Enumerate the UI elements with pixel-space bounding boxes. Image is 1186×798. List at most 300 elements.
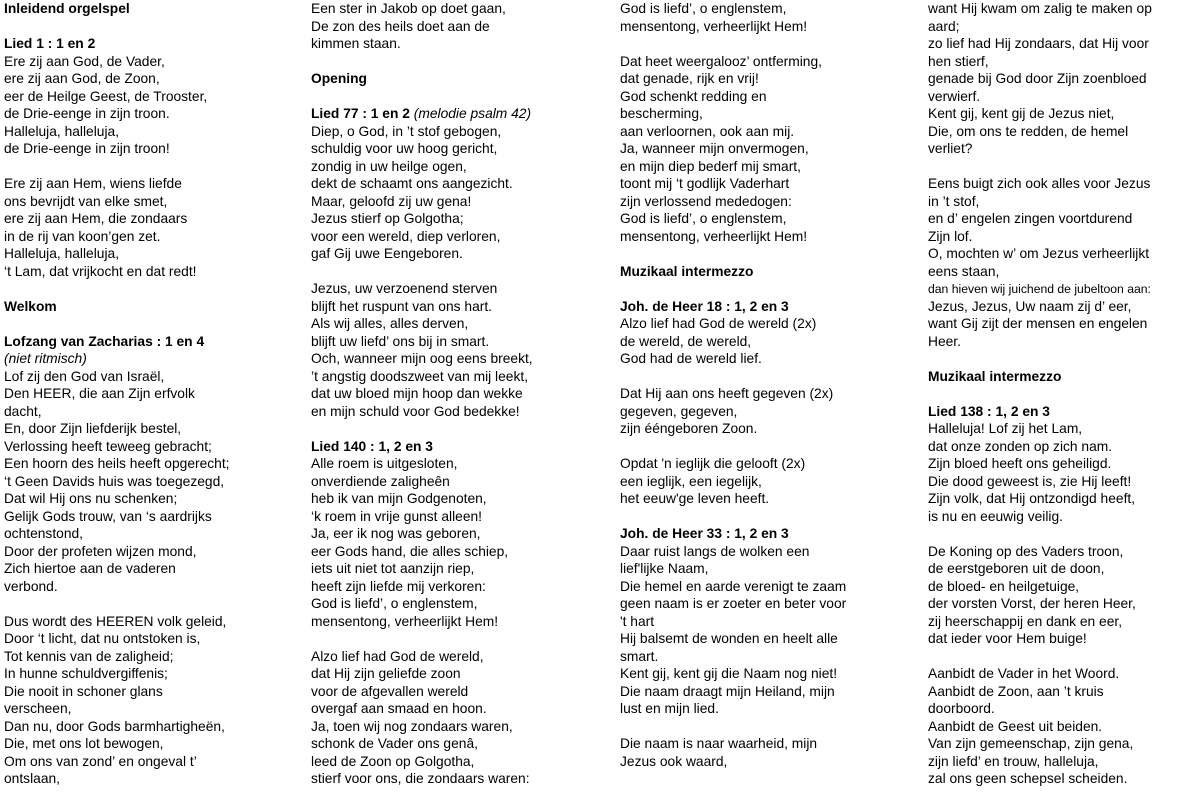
- line-text: Muzikaal intermezzo: [928, 368, 1062, 384]
- lyric-line: [928, 438, 1152, 456]
- line-text: Aanbidt de Zoon, aan ’t kruis: [928, 683, 1104, 699]
- lyric-line: [928, 315, 1152, 333]
- line-text: en mijn diep bederf mij smart,: [620, 158, 801, 174]
- line-text: Gelijk Gods trouw, van ‘s aardrijks: [4, 508, 212, 524]
- instruction-note: [4, 350, 230, 368]
- line-text: Hij balsemt de wonden en heelt alle: [620, 631, 838, 646]
- line-text: bescherming,: [620, 106, 703, 121]
- line-text: Dus wordt des HEEREN volk geleid,: [4, 613, 227, 629]
- line-text: Halleluja, halleluja,: [4, 123, 120, 139]
- section-heading: [311, 105, 533, 123]
- line-text: Opening: [311, 71, 367, 86]
- lyric-line: [311, 0, 533, 18]
- lyric-line: [620, 123, 846, 141]
- line-text: ‘t Lam, dat vrijkocht en dat redt!: [4, 263, 197, 279]
- lyric-line: [311, 648, 533, 666]
- lyric-line: [620, 613, 846, 631]
- lyric-line: [620, 665, 846, 683]
- lyric-line: [928, 298, 1152, 316]
- lyric-line: [311, 298, 533, 316]
- line-text: Die naam draagt mijn Heiland, mijn: [620, 683, 835, 699]
- line-text: heeft zijn liefde mij verkoren:: [311, 578, 486, 594]
- lyric-line: [928, 263, 1152, 281]
- line-text: Alle roem is uitgesloten,: [311, 456, 458, 471]
- line-text: verliet?: [928, 141, 973, 156]
- blank-line: [928, 525, 1152, 543]
- line-text: zijn ééngeboren Zoon.: [620, 421, 758, 436]
- line-text: Zijn lof.: [928, 228, 973, 244]
- blank-line: [4, 315, 230, 333]
- line-text: mensentong, verheerlijkt Hem!: [620, 18, 808, 34]
- lyric-line: [928, 770, 1152, 788]
- lyric-line: [928, 613, 1152, 631]
- line-text: Opdat 'n ieglijk die gelooft (2x): [620, 456, 806, 471]
- line-text: Eens buigt zich ook alles voor Jezus: [928, 176, 1151, 191]
- line-text: eer de Heilge Geest, de Trooster,: [4, 88, 208, 104]
- blank-line: [311, 630, 533, 648]
- lyric-line: [311, 280, 533, 298]
- lyric-line: [928, 228, 1152, 246]
- lyric-line: [620, 630, 846, 648]
- line-text: zal ons geen schepsel scheiden.: [928, 771, 1128, 786]
- line-text: een ieglijk, een iegelijk,: [620, 473, 762, 489]
- lyric-line: [311, 473, 533, 491]
- line-text: heb ik van mijn Godgenoten,: [311, 491, 487, 506]
- line-text: en mijn schuld voor God bedekke!: [311, 403, 520, 419]
- lyric-line: [4, 543, 230, 561]
- column-4: [928, 0, 1152, 788]
- blank-line: [311, 88, 533, 106]
- lyric-line: [928, 70, 1152, 88]
- column-1: [4, 0, 230, 788]
- line-text: Welkom: [4, 298, 57, 314]
- line-text: Jezus ook waard,: [620, 753, 728, 769]
- lyric-line: [928, 0, 1152, 18]
- lyric-line: [928, 53, 1152, 71]
- lyric-line: [4, 245, 230, 263]
- line-text: In hunne schuldvergiffenis;: [4, 666, 168, 681]
- line-text: Lied 1 : 1 en 2: [4, 36, 96, 51]
- line-text: ontslaan,: [4, 771, 60, 786]
- line-text: Lied 138 : 1, 2 en 3: [928, 403, 1050, 419]
- lyric-line: [4, 403, 230, 421]
- lyric-line: [4, 175, 230, 193]
- line-text: Och, wanneer mijn oog eens breekt,: [311, 351, 533, 366]
- lyric-line: [311, 403, 533, 421]
- line-text: het eeuw'ge leven heeft.: [620, 491, 770, 506]
- lyric-line: [4, 455, 230, 473]
- line-text: Dat heet weergalooz’ ontferming,: [620, 53, 822, 69]
- blank-line: [928, 648, 1152, 666]
- line-text: is nu en eeuwig veilig.: [928, 508, 1063, 524]
- lyric-line: [4, 123, 230, 141]
- line-text: Daar ruist langs de wolken een: [620, 543, 810, 559]
- line-text: eer Gods hand, die alles schiep,: [311, 543, 509, 559]
- section-heading: [311, 70, 533, 88]
- lyric-line: [928, 490, 1152, 508]
- lyric-line: [311, 753, 533, 771]
- lyric-line: [620, 648, 846, 666]
- line-text: schuldig voor uw hoog gericht,: [311, 141, 498, 156]
- line-text: Door ‘t licht, dat nu ontstoken is,: [4, 631, 201, 646]
- blank-line: [4, 595, 230, 613]
- line-text: Aanbidt de Geest uit beiden.: [928, 718, 1103, 734]
- blank-line: [620, 718, 846, 736]
- blank-line: [4, 280, 230, 298]
- line-text: Ja, eer ik nog was geboren,: [311, 526, 481, 541]
- lyric-line: [311, 595, 533, 613]
- lyric-line: [4, 140, 230, 158]
- line-text: leed de Zoon op Golgotha,: [311, 753, 475, 769]
- line-text: de Drie-eenge in zijn troon!: [4, 141, 170, 156]
- lyric-line: [928, 18, 1152, 36]
- lyric-line: [928, 560, 1152, 578]
- lyric-line: [620, 105, 846, 123]
- line-text: dekt de schaamt ons aangezicht.: [311, 176, 513, 191]
- line-text: dat ieder voor Hem buige!: [928, 631, 1087, 646]
- line-text: De Koning op des Vaders troon,: [928, 543, 1124, 559]
- line-text: Zich hiertoe aan de vaderen: [4, 561, 176, 576]
- lyric-line: [311, 123, 533, 141]
- lyric-line: [620, 88, 846, 106]
- lyric-line: [311, 560, 533, 578]
- line-text: Kent gij, kent gij de Jezus niet,: [928, 106, 1115, 121]
- line-text: Muzikaal intermezzo: [620, 263, 754, 279]
- line-text: dat onze zonden op zich nam.: [928, 438, 1113, 454]
- lyric-line: [4, 420, 230, 438]
- lyric-line: [4, 438, 230, 456]
- line-text: Tot kennis van de zaligheid;: [4, 648, 174, 664]
- lyric-line: [311, 700, 533, 718]
- lyric-line: [4, 683, 230, 701]
- lyric-line: [311, 735, 533, 753]
- lyric-line: [4, 613, 230, 631]
- line-text: Den HEER, die aan Zijn erfvolk: [4, 386, 195, 401]
- line-text: schonk de Vader ons genâ,: [311, 736, 478, 751]
- section-heading: [4, 298, 230, 316]
- line-text: der vorsten Vorst, der heren Heer,: [928, 596, 1136, 611]
- lyric-line: [4, 718, 230, 736]
- blank-line: [620, 368, 846, 386]
- lyric-line: [311, 193, 533, 211]
- line-text: Verlossing heeft teweeg gebracht;: [4, 438, 212, 454]
- lyric-line: [620, 683, 846, 701]
- line-text: Heer.: [928, 333, 961, 349]
- line-text: dat genade, rijk en vrij!: [620, 71, 759, 86]
- lyric-line: [311, 35, 533, 53]
- line-text: Alzo lief had God de wereld,: [311, 648, 484, 664]
- blank-line: [928, 350, 1152, 368]
- line-text: Die naam is naar waarheid, mijn: [620, 736, 818, 751]
- line-text: en d’ engelen zingen voortdurend: [928, 211, 1133, 226]
- line-text: verbond.: [4, 578, 58, 594]
- line-text: De zon des heils doet aan de: [311, 18, 490, 34]
- lyric-line: [4, 753, 230, 771]
- line-text: God is liefd’, o englenstem,: [620, 1, 787, 16]
- line-text: God had de wereld lief.: [620, 351, 762, 366]
- line-text: doorboord.: [928, 701, 995, 716]
- lyric-line: [620, 193, 846, 211]
- line-text: want Hij kwam om zalig te maken op: [928, 1, 1152, 16]
- line-text: verscheen,: [4, 701, 72, 716]
- lyric-line: [311, 613, 533, 631]
- lyric-line: [4, 770, 230, 788]
- lyric-line: [620, 140, 846, 158]
- lyric-line: [928, 630, 1152, 648]
- line-text: Die dood geweest is, zie Hij leeft!: [928, 473, 1132, 489]
- lyric-line: [311, 18, 533, 36]
- lyric-line: [311, 385, 533, 403]
- blank-line: [4, 18, 230, 36]
- line-text: de wereld, de wereld,: [620, 333, 752, 349]
- lyric-line: [4, 53, 230, 71]
- line-text: mensentong, verheerlijkt Hem!: [311, 613, 499, 629]
- line-text: En, door Zijn liefderijk bestel,: [4, 421, 182, 436]
- line-text: Jezus, Jezus, Uw naam zij d’ eer,: [928, 298, 1132, 314]
- section-heading: [4, 35, 230, 53]
- blank-line: [620, 35, 846, 53]
- lyric-line: [4, 228, 230, 246]
- line-text: God is liefd’, o englenstem,: [620, 211, 787, 226]
- lyric-line: [928, 333, 1152, 351]
- line-text: Een ster in Jakob op doet gaan,: [311, 1, 506, 16]
- lyric-line: [311, 455, 533, 473]
- line-text: dacht,: [4, 403, 42, 419]
- lyric-line: [4, 735, 230, 753]
- lyric-line: [311, 770, 533, 788]
- line-text: mensentong, verheerlijkt Hem!: [620, 228, 808, 244]
- line-text: 't hart: [620, 613, 655, 629]
- line-text: Dat Hij aan ons heeft gegeven (2x): [620, 386, 834, 401]
- line-text: ere zij aan Hem, die zondaars: [4, 211, 188, 226]
- lyric-line: [311, 508, 533, 526]
- line-text: geen naam is er zoeter en beter voor: [620, 596, 847, 611]
- blank-line: [620, 245, 846, 263]
- column-2: [311, 0, 533, 788]
- line-text: Lied 77 : 1 en 2: [311, 106, 410, 121]
- lyric-line: [620, 753, 846, 771]
- lyric-line: [928, 595, 1152, 613]
- lyric-line: [620, 473, 846, 491]
- line-text: smart.: [620, 648, 659, 664]
- lyric-line: [311, 158, 533, 176]
- line-text: Halleluja! Lof zij het Lam,: [928, 421, 1083, 436]
- lyric-line: [311, 245, 533, 263]
- lyric-line: [311, 140, 533, 158]
- lyric-line: [311, 228, 533, 246]
- line-text: Kent gij, kent gij die Naam nog niet!: [620, 666, 838, 681]
- lyric-line: [311, 718, 533, 736]
- blank-line: [620, 508, 846, 526]
- lyric-line: [928, 175, 1152, 193]
- line-text: Joh. de Heer 18 : 1, 2 en 3: [620, 298, 789, 314]
- lyric-line: [928, 123, 1152, 141]
- line-text: Inleidend orgelspel: [4, 1, 130, 16]
- lyric-line: [620, 403, 846, 421]
- line-text: dan hieven wij juichend de jubeltoon aan:: [928, 282, 1151, 296]
- line-text: de eerstgeboren uit de doon,: [928, 561, 1105, 576]
- line-text: blijft het ruspunt van ons hart.: [311, 298, 492, 314]
- lyric-line: [311, 665, 533, 683]
- lyric-line: [4, 70, 230, 88]
- lyric-line: [928, 193, 1152, 211]
- line-text: ere zij aan God, de Zoon,: [4, 71, 160, 86]
- section-heading: [928, 368, 1152, 386]
- lyric-line: [620, 333, 846, 351]
- lyric-line: [620, 18, 846, 36]
- lyric-line: [620, 53, 846, 71]
- line-text: onverdiende zaligheên: [311, 473, 450, 489]
- lyric-line: [311, 578, 533, 596]
- line-text: ‘k roem in vrije gunst alleen!: [311, 508, 483, 524]
- line-text: gegeven, gegeven,: [620, 403, 738, 419]
- line-text: Ere zij aan Hem, wiens liefde: [4, 176, 182, 191]
- line-text: Maar, geloofd zij uw gena!: [311, 193, 472, 209]
- section-heading: [4, 0, 230, 18]
- line-text: blijft uw liefd’ ons bij in smart.: [311, 333, 490, 349]
- lyric-line: [928, 280, 1152, 298]
- lyric-line: [620, 315, 846, 333]
- line-text: zijn verlossend mededogen:: [620, 193, 792, 209]
- lyric-line: [4, 578, 230, 596]
- lyric-line: [311, 210, 533, 228]
- line-text: ’t angstig doodszweet van mij leekt,: [311, 368, 529, 384]
- lyric-line: [620, 70, 846, 88]
- line-text: zijn liefd’ en trouw, halleluja,: [928, 753, 1099, 769]
- lyric-line: [620, 455, 846, 473]
- lyric-line: [4, 490, 230, 508]
- blank-line: [311, 263, 533, 281]
- lyric-line: [620, 595, 846, 613]
- line-text: Halleluja, halleluja,: [4, 246, 120, 261]
- blank-line: [928, 385, 1152, 403]
- line-text: lief'lijke Naam,: [620, 561, 709, 576]
- line-text: Alzo lief had God de wereld (2x): [620, 316, 817, 331]
- line-text: Aanbidt de Vader in het Woord.: [928, 666, 1120, 681]
- lyric-line: [311, 683, 533, 701]
- line-text: voor een wereld, diep verloren,: [311, 228, 501, 244]
- line-text: dat Hij zijn geliefde zoon: [311, 666, 461, 681]
- line-text: Joh. de Heer 33 : 1, 2 en 3: [620, 526, 789, 541]
- line-text: Lof zij den God van Israël,: [4, 368, 165, 384]
- lyric-line: [928, 210, 1152, 228]
- line-text: lust en mijn lied.: [620, 701, 719, 716]
- lyric-line: [620, 158, 846, 176]
- lyric-line: [311, 543, 533, 561]
- blank-line: [4, 158, 230, 176]
- lyric-line: [928, 543, 1152, 561]
- lyric-line: [4, 648, 230, 666]
- lyric-line: [928, 473, 1152, 491]
- line-text: God schenkt redding en: [620, 88, 767, 104]
- line-text: Ere zij aan God, de Vader,: [4, 53, 165, 69]
- lyric-line: [311, 525, 533, 543]
- line-text: O, mochten w’ om Jezus verheerlijkt: [928, 246, 1150, 261]
- lyric-line: [928, 245, 1152, 263]
- line-text: (niet ritmisch): [4, 351, 87, 366]
- line-text: Jezus, uw verzoenend sterven: [311, 281, 498, 296]
- lyric-line: [928, 753, 1152, 771]
- lyric-line: [4, 560, 230, 578]
- section-heading: [620, 298, 846, 316]
- lyric-line: [928, 140, 1152, 158]
- line-text: zij heerschappij en dank en eer,: [928, 613, 1123, 629]
- line-text: Om ons van zond’ en ongeval t’: [4, 753, 197, 769]
- lyric-line: [311, 175, 533, 193]
- section-heading: [620, 525, 846, 543]
- lyric-line: [4, 88, 230, 106]
- lyric-line: [620, 578, 846, 596]
- line-text: Dat wil Hij ons nu schenken;: [4, 491, 178, 506]
- blank-line: [928, 158, 1152, 176]
- lyric-line: [928, 665, 1152, 683]
- lyric-line: [4, 210, 230, 228]
- column-3: [620, 0, 846, 770]
- line-text: ons bevrijdt van elke smet,: [4, 193, 168, 209]
- section-heading: [620, 263, 846, 281]
- line-text: genade bij God door Zijn zoenbloed: [928, 71, 1147, 86]
- line-text: hen stierf,: [928, 53, 989, 69]
- lyric-line: [620, 228, 846, 246]
- lyric-line: [4, 473, 230, 491]
- line-text: in de rij van koon’gen zet.: [4, 228, 161, 244]
- line-text: in ’t stof,: [928, 193, 980, 209]
- lyric-line: [928, 718, 1152, 736]
- line-text: Lied 140 : 1, 2 en 3: [311, 438, 433, 454]
- line-text: Dan nu, door Gods barmhartigheën,: [4, 718, 225, 734]
- lyric-line: [928, 578, 1152, 596]
- blank-line: [620, 438, 846, 456]
- line-text: gaf Gij uwe Eengeboren.: [311, 246, 463, 261]
- line-text: Die, met ons lot bewogen,: [4, 736, 164, 751]
- section-heading: [928, 403, 1152, 421]
- line-text: zo lief had Hij zondaars, dat Hij voor: [928, 36, 1149, 51]
- lyric-line: [4, 105, 230, 123]
- lyric-line: [928, 105, 1152, 123]
- lyric-line: [928, 420, 1152, 438]
- lyric-line: [620, 543, 846, 561]
- section-heading: [311, 438, 533, 456]
- line-text: overgaf aan smaad en hoon.: [311, 701, 487, 716]
- lyric-line: [620, 0, 846, 18]
- lyric-line: [4, 525, 230, 543]
- line-text: God is liefd’, o englenstem,: [311, 596, 478, 611]
- line-text: Door der profeten wijzen mond,: [4, 543, 197, 559]
- line-text: stierf voor ons, die zondaars waren:: [311, 771, 530, 786]
- lyric-line: [311, 315, 533, 333]
- line-text: Zijn bloed heeft ons geheiligd.: [928, 456, 1112, 471]
- lyric-line: [4, 385, 230, 403]
- line-text: kimmen staan.: [311, 36, 401, 51]
- lyric-line: [4, 263, 230, 281]
- lyric-line: [620, 420, 846, 438]
- lyric-line: [311, 490, 533, 508]
- lyric-line: [311, 333, 533, 351]
- line-text: Lofzang van Zacharias : 1 en 4: [4, 333, 205, 349]
- line-text: Die hemel en aarde verenigt te zaam: [620, 578, 847, 594]
- line-text: de bloed- en heilgetuige,: [928, 578, 1080, 594]
- line-text: Als wij alles, alles derven,: [311, 316, 469, 331]
- lyric-line: [620, 735, 846, 753]
- line-text: ‘t Geen Davids huis was toegezegd,: [4, 473, 225, 489]
- lyric-line: [928, 508, 1152, 526]
- line-text: voor de afgevallen wereld: [311, 683, 469, 699]
- section-heading: [4, 333, 230, 351]
- line-text: Die nooit in schoner glans: [4, 683, 163, 699]
- lyric-line: [620, 700, 846, 718]
- lyric-line: [620, 175, 846, 193]
- line-text: aard;: [928, 18, 960, 34]
